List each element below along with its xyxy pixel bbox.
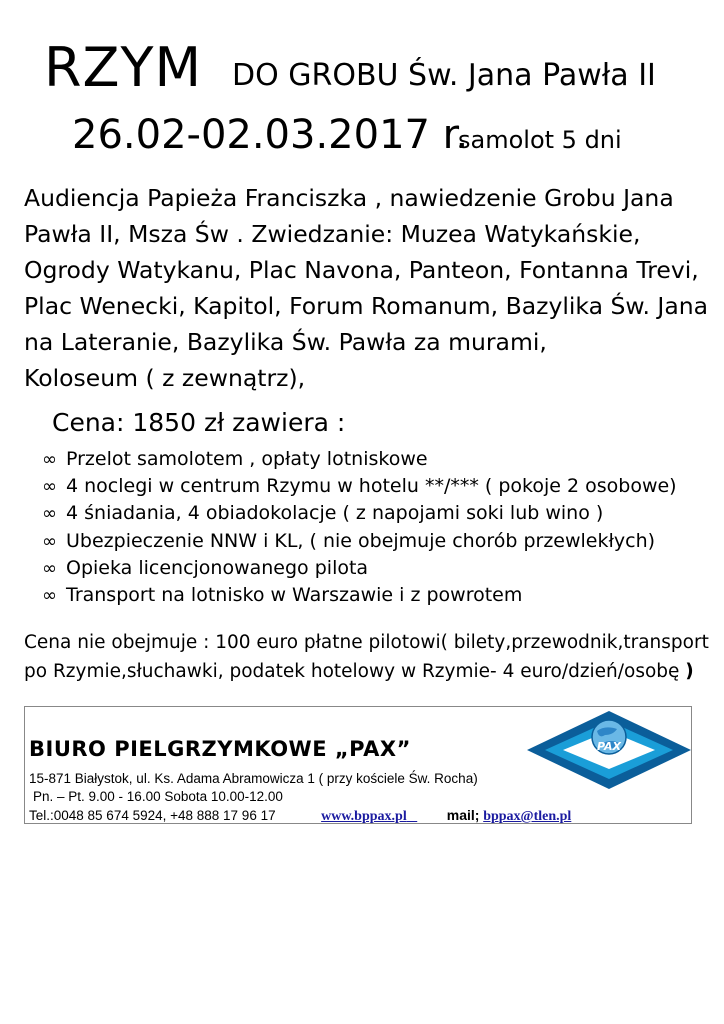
exclusions-line: Cena nie obejmuje : 100 euro płatne pilotowi( bilety,przewodnik,transport [24, 632, 709, 653]
title-subtitle: DO GROBU Św. Jana Pawła II [232, 58, 656, 93]
description-line: Audiencja Papieża Franciszka , nawiedzenie Grobu Jana [24, 184, 674, 212]
list-item: ∞ Transport na lotnisko w Warszawie i z powrotem [42, 582, 677, 609]
included-list [42, 446, 677, 609]
email-link[interactable]: bppax@tlen.pl [483, 809, 572, 824]
contact-line [29, 807, 571, 825]
office-address: 15-871 Białystok, ul. Ks. Adama Abramowicza 1 ( przy kościele Św. Rocha) [29, 771, 478, 786]
office-phone: Tel.:0048 85 674 5924, +48 888 17 96 17 [29, 808, 276, 823]
infinity-bullet-icon: ∞ [42, 557, 57, 579]
mail-label: mail; [446, 807, 480, 823]
contact-box [24, 706, 692, 824]
pax-logo-icon [525, 709, 693, 791]
price-heading: Cena: 1850 zł zawiera : [52, 408, 346, 437]
price-exclusions [24, 628, 709, 686]
description-line: Plac Wenecki, Kapitol, Forum Romanum, Bazylika Św. Jana [24, 292, 709, 320]
description-line: na Lateranie, Bazylika Św. Pawła za murami, [24, 328, 547, 356]
infinity-bullet-icon: ∞ [42, 449, 57, 470]
list-item: ∞ 4 śniadania, 4 obiadokolacje ( z napojami soki lub wino ) [42, 500, 677, 527]
description-line: Ogrody Watykanu, Plac Navona, Panteon, Fontanna Trevi, [24, 256, 699, 284]
list-item: ∞ 4 noclegi w centrum Rzymu w hotelu **/*** ( pokoje 2 osobowe) [42, 473, 677, 500]
description-line: Koloseum ( z zewnątrz), [24, 364, 306, 392]
infinity-bullet-icon: ∞ [42, 584, 57, 606]
program-description [24, 180, 714, 396]
infinity-bullet-icon: ∞ [42, 503, 57, 525]
list-item: ∞ Przelot samolotem , opłaty lotniskowe [42, 446, 677, 473]
infinity-bullet-icon: ∞ [42, 476, 57, 498]
trip-dates: 26.02-02.03.2017 r. [72, 112, 469, 158]
website-link[interactable]: www.bppax.pl [321, 809, 407, 824]
trip-transport-duration: samolot 5 dni [458, 126, 622, 154]
office-hours: Pn. – Pt. 9.00 - 16.00 Sobota 10.00-12.00 [33, 789, 283, 804]
infinity-bullet-icon: ∞ [42, 530, 57, 552]
description-line: Pawła II, Msza Św . Zwiedzanie: Muzea Watykańskie, [24, 220, 641, 248]
office-name: BIURO PIELGRZYMKOWE „PAX” [29, 737, 411, 761]
list-item: ∞ Opieka licencjonowanego pilota [42, 555, 677, 582]
list-item: ∞ Ubezpieczenie NNW i KL, ( nie obejmuje chorób przewlekłych) [42, 528, 677, 555]
logo-text: PAX [596, 740, 622, 753]
title-main: RZYM [44, 36, 203, 99]
exclusions-line: po Rzymie,słuchawki, podatek hotelowy w Rzymie- 4 euro/dzień/osobę ) [24, 661, 694, 682]
